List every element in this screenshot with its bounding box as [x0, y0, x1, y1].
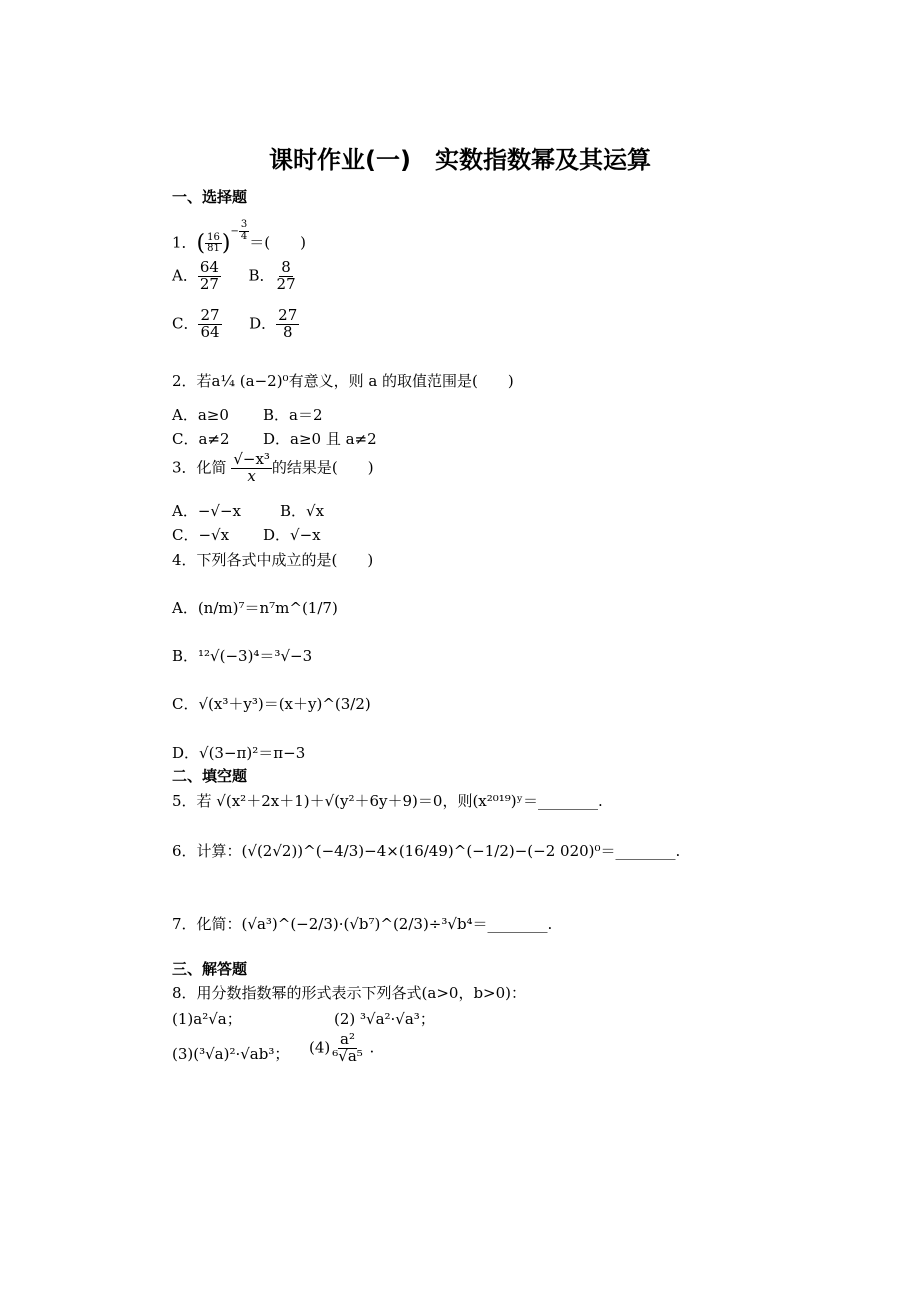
- question-4-option-d: D．√(3−π)²＝π−3: [172, 744, 306, 762]
- question-4-option-a: A．(n/m)⁷＝n⁷m^(1/7): [172, 599, 338, 617]
- question-1-stem: 1．( $\frac{16}{81}$ )$^{- \frac{3}{4}}$ ＝( ): [172, 219, 306, 256]
- question-4-stem: 4．下列各式中成立的是( ): [172, 551, 374, 569]
- question-8-part-4: (4) $\frac{\text{a²}}{\text{⁶√a⁵}}$ .: [309, 1030, 375, 1065]
- question-1-options-cd: C． $\frac{27}{64}$ D． $\frac{27}{8}$: [172, 306, 298, 341]
- question-8-part-2: (2) ³√a²·√a³；: [334, 1010, 435, 1028]
- question-6: 6．计算：(√(2√2))^(−4/3)−4×(16/49)^(−1/2)−(−2 020)⁰＝________.: [172, 842, 681, 860]
- question-7: 7．化简：(√a³)^(−2/3)·(√b⁷)^(2/3)÷³√b⁴＝________.: [172, 915, 553, 933]
- question-3-option-c: C．−√x: [172, 526, 230, 544]
- question-1-options-ab: A． $\frac{64}{27}$ B． $\frac{8}{27}$: [172, 258, 296, 293]
- question-3-option-a: A．−√−x: [172, 502, 241, 520]
- question-4-option-b: B．¹²√(−3)⁴＝³√−3: [172, 647, 313, 665]
- question-2-option-c: C．a≠2: [172, 430, 230, 448]
- question-5: 5．若 √(x²＋2x＋1)＋√(y²＋6y＋9)＝0，则(x²⁰¹⁹)ʸ＝________.: [172, 792, 603, 810]
- question-3-option-d: D．√−x: [263, 526, 321, 544]
- question-8-stem: 8．用分数指数幂的形式表示下列各式(a>0，b>0)：: [172, 984, 527, 1002]
- section-heading-answer: 三、解答题: [172, 960, 248, 978]
- section-heading-choice: 一、选择题: [172, 188, 248, 206]
- question-3-option-b: B．√x: [280, 502, 325, 520]
- question-8-part-3: (3)(³√a)²·√ab³；: [172, 1045, 290, 1063]
- question-2-option-d: D．a≥0 且 a≠2: [263, 430, 377, 448]
- question-4-option-c: C．√(x³＋y³)＝(x＋y)^(3/2): [172, 695, 371, 713]
- question-3-stem: 3．化简 $\frac{\text{√−x³}}{x}$ 的结果是( ): [172, 450, 374, 485]
- question-2-stem: 2．若a¼ (a−2)⁰有意义，则 a 的取值范围是( ): [172, 372, 514, 390]
- page-title: 课时作业(一) 实数指数幂及其运算: [269, 146, 651, 174]
- question-2-option-b: B．a＝2: [263, 406, 323, 424]
- section-heading-fill: 二、填空题: [172, 767, 248, 785]
- question-2-option-a: A．a≥0: [172, 406, 229, 424]
- question-8-part-1: (1)a²√a；: [172, 1010, 242, 1028]
